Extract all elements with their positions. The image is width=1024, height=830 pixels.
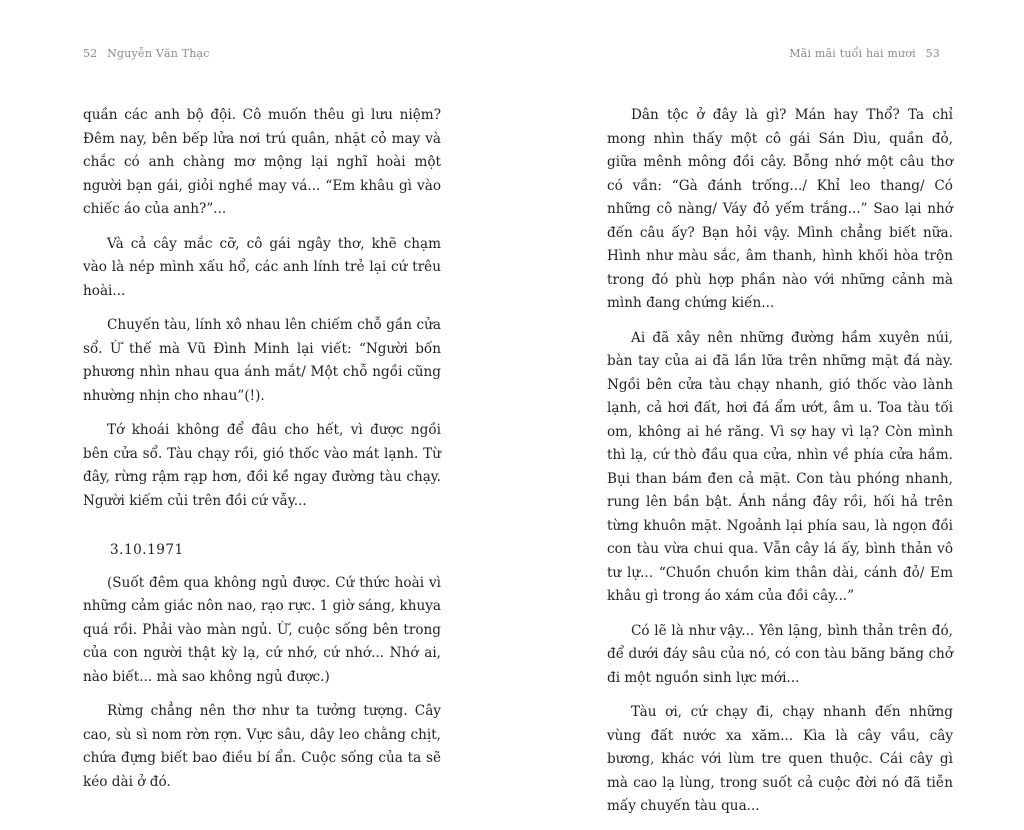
paragraph: Dân tộc ở đây là gì? Mán hay Thổ? Ta chỉ mong nhìn thấy một cô gái Sán Dìu, quần đỏ, giữa mênh mông đồi cây. Bỗng nhớ một câu thơ có vần: “Gà đánh trống.../ Khỉ leo thang/ Có những cô nàng/ Váy đỏ yếm trắng...” Sao lại nhớ đến câu ấy? Bạn hỏi vậy. Mình chẳng biết nữa. Hình như màu sắc, âm thanh, hình khối hòa trộn trong đó phù hợp phần nào với những cảnh mà mình đang chứng kiến... (607, 107, 953, 311)
paragraph: Tàu ơi, cứ chạy đi, chạy nhanh đến những vùng đất nước xa xăm... Kìa là cây vầu, cây bương, khác với lùm tre quen thuộc. Cái cây gì mà cao lạ lùng, trong suốt cả cuộc đời nó đã tiễn mấy chuyến tàu qua... (607, 704, 953, 814)
left-page-number: 52 (83, 47, 98, 60)
right-running-head-title: Mãi mãi tuổi hai mươi (789, 47, 916, 60)
paragraph: Chuyến tàu, lính xô nhau lên chiếm chỗ gần cửa sổ. Ừ thế mà Vũ Đình Minh lại viết: “Người bốn phương nhìn nhau qua ánh mắt/ Một chỗ ngồi cũng nhường nhịn cho nhau”(!). (83, 317, 441, 404)
right-text-block (607, 104, 953, 830)
paragraph: quần các anh bộ đội. Cô muốn thêu gì lưu niệm? Đêm nay, bên bếp lửa nơi trú quân, nhặt cỏ may và chắc có anh chàng mơ mộng lại nghĩ hoài một người bạn gái, giỏi nghề may vá... “Em khâu gì vào chiếc áo của anh?”... (83, 107, 441, 217)
paragraph: (Suốt đêm qua không ngủ được. Cứ thức hoài vì những cảm giác nôn nao, rạo rực. 1 giờ sáng, khuya quá rồi. Phải vào màn ngủ. Ừ, cuộc sống bên trong của con người thật kỳ lạ, cứ nhớ, cứ nhớ... Nhớ ai, nào biết... mà sao không ngủ được.) (83, 574, 441, 685)
right-page-number: 53 (925, 47, 940, 60)
left-running-head-title: Nguyễn Văn Thạc (107, 47, 210, 60)
left-running-head (83, 47, 210, 60)
right-page (512, 0, 1024, 814)
left-text-block (83, 104, 441, 805)
paragraph: Ai đã xây nên những đường hầm xuyên núi, bàn tay của ai đã lần lữa trên những mặt đá này. Ngồi bên cửa tàu chạy nhanh, gió thốc vào lành lạnh, cả hơi đất, hơi đá ẩm ướt, âm u. Toa tàu tối om, không ai hé răng. Vì sợ hay vì lạ? Còn mình thì lạ, cứ thò đầu qua cửa, nhìn về phía cửa hầm. Bụi than bám đen cả mặt. Con tàu phóng nhanh, rung lên bần bật. Ánh nắng đây rồi, hối hả trên từng khuôn mặt. Ngoảnh lại phía sau, là ngọn đồi con tàu vừa chui qua. Vẫn cây lá ấy, bình thản vô tư lự... “Chuồn chuồn kim thân dài, cánh đỏ/ Em khâu gì trong áo xám của đồi cây...” (607, 329, 953, 604)
left-page (0, 0, 512, 790)
paragraph: Và cả cây mắc cỡ, cô gái ngây thơ, khẽ chạm vào là nép mình xấu hổ, các anh lính trẻ lại cứ trêu hoài... (83, 235, 441, 299)
paragraph: Tớ khoái không để đâu cho hết, vì được ngồi bên cửa sổ. Tàu chạy rồi, gió thốc vào mát lạnh. Từ đây, rừng rậm rạp hơn, đồi kề ngay đường tàu chạy. Người kiếm củi trên đồi cứ vẫy... (83, 422, 441, 509)
paragraph: Rừng chẳng nên thơ như ta tưởng tượng. Cây cao, sù sì nom rờn rợn. Vực sâu, dây leo chằng chịt, chứa đựng biết bao điều bí ẩn. Cuộc sống của ta sẽ kéo dài ở đó. (83, 703, 441, 790)
right-running-head (789, 47, 940, 60)
paragraph: Có lẽ là như vậy... Yên lặng, bình thản trên đó, để dưới đáy sâu của nó, có con tàu băng băng chở đi một nguồn sinh lực mới... (607, 622, 953, 686)
diary-date-heading: 3.10.1971 (110, 542, 184, 558)
